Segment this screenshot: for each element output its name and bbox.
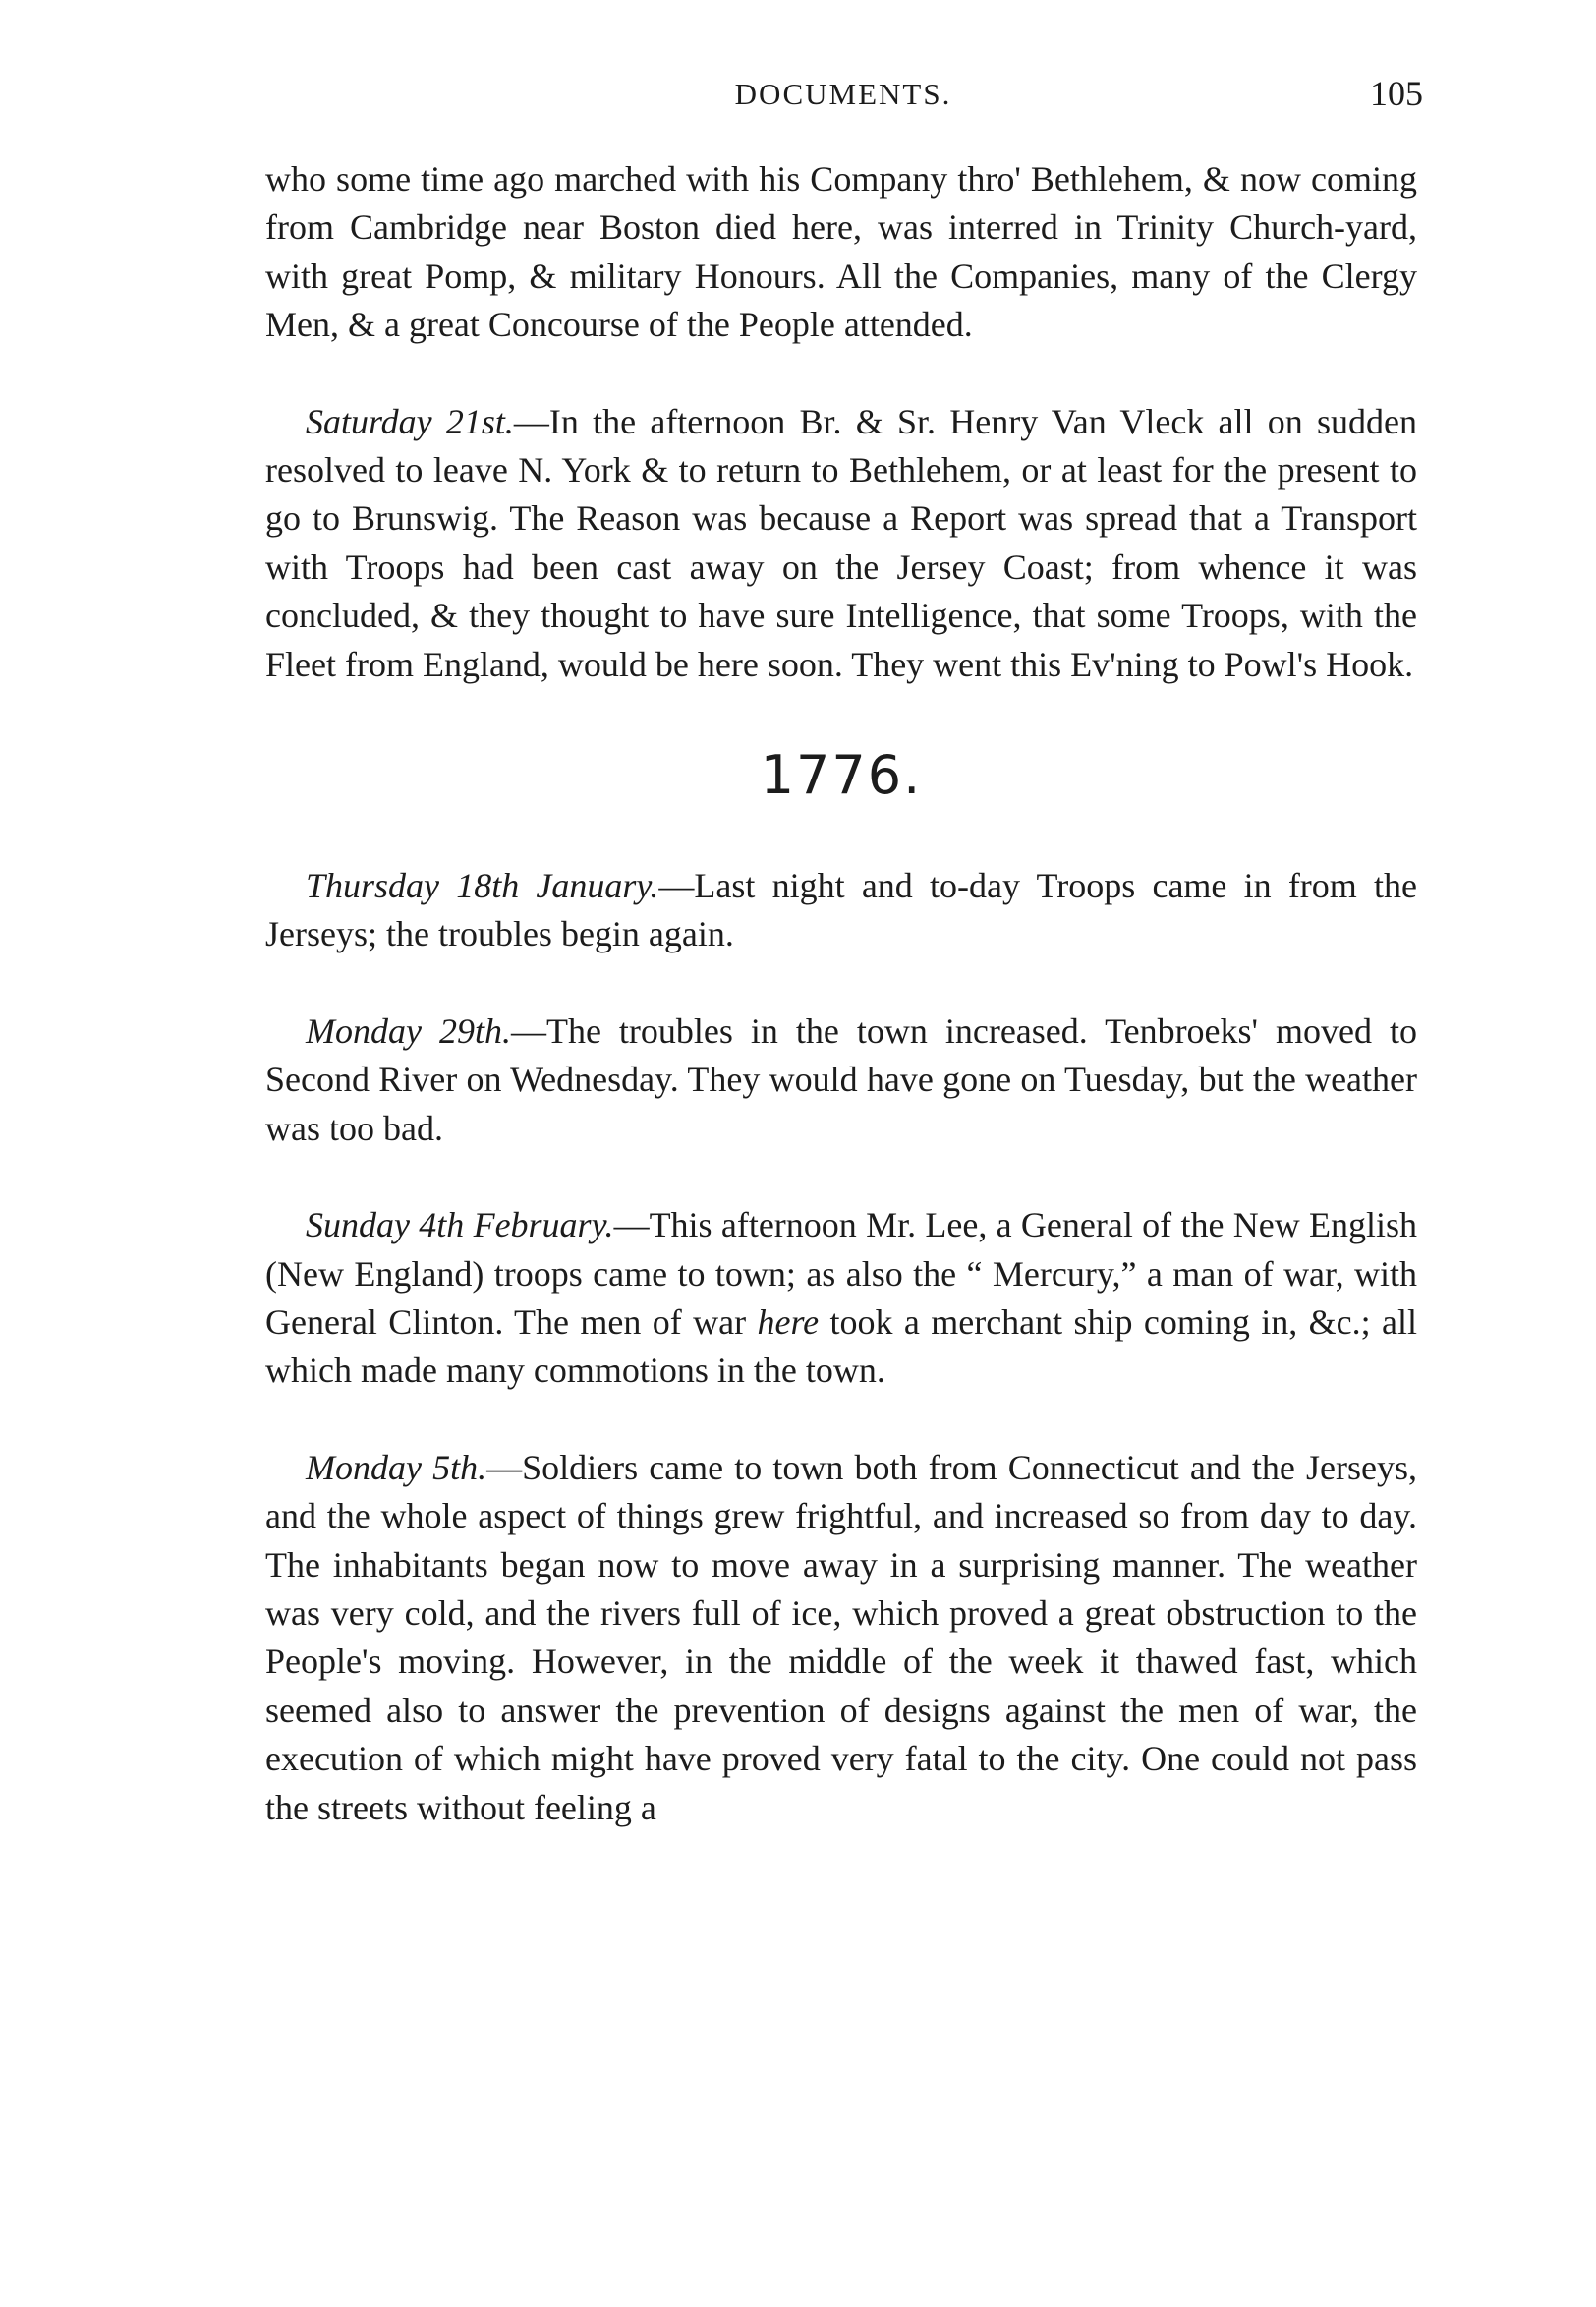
paragraph-monday-5th — [265, 1444, 1417, 1832]
paragraph-text: —This afternoon Mr. Lee, a General of the New English (New England) troops came to town; as also the “ Mercury,” a man of war, with General Clinton. The men of war — [265, 1205, 1417, 1342]
paragraph-text: took a merchant ship coming in, &c.; all which made many commotions in the town. — [265, 1301, 1417, 1391]
running-title: DOCUMENTS. — [734, 77, 952, 111]
paragraph-text: —The troubles in the town increased. Tenbroeks' moved to Second River on Wednesday. They would have gone on Tuesday, but the weather was too bad. — [265, 1010, 1417, 1148]
year-heading: 1776. — [760, 744, 923, 807]
paragraph-monday-29th — [265, 1008, 1417, 1153]
emphasized-word: here — [757, 1301, 820, 1342]
entry-date: Saturday 21st. — [306, 401, 514, 441]
body-text — [265, 155, 1417, 1832]
paragraph-text: —Last night and to-day Troops came in from the Jerseys; the troubles begin again. — [265, 866, 1417, 954]
entry-date: Sunday 4th February. — [306, 1205, 614, 1245]
entry-date: Thursday 18th January. — [306, 866, 659, 906]
entry-date: Monday 29th. — [306, 1010, 511, 1051]
paragraph-continuation — [265, 155, 1417, 350]
paragraph-text: —Soldiers came to town both from Connecticut and the Jerseys, and the whole aspect of things grew frightful, and increased so from day to day. The inhabitants began now to move away in a surprising manner. The weather was very cold, and the rivers full of ice, which proved a great obstruction to the People's moving. However, in the middle of the week it thawed fast, which seemed also to answer the prevention of designs against the men of war, the execution of which might have proved very fatal to the city. One could not pass the streets without feeling a — [265, 1447, 1417, 1827]
paragraph-text: who some time ago marched with his Company thro' Bethlehem, & now coming from Cambridge near Boston died here, was interred in Trinity Church-yard, with great Pomp, & military Honours. All the Companies, many of the Clergy Men, & a great Concourse of the People attended. — [265, 159, 1417, 345]
paragraph-text: —In the afternoon Br. & Sr. Henry Van Vleck all on sudden resolved to leave N. York & to return to Bethlehem, or at least for the present to go to Brunswig. The Reason was because a Report was spread that a Transport with Troops had been cast away on the Jersey Coast; from whence it was concluded, & they thought to have sure Intelligence, that some Troops, with the Fleet from England, would be here soon. They went this Ev'ning to Powl's Hook. — [265, 401, 1417, 684]
paragraph-sunday-4th-february — [265, 1201, 1417, 1396]
page-number: 105 — [1370, 74, 1423, 113]
paragraph-thursday-18th-january — [265, 862, 1417, 959]
running-head — [263, 71, 1423, 120]
entry-date: Monday 5th. — [306, 1447, 487, 1487]
paragraph-saturday-21st — [265, 398, 1417, 689]
